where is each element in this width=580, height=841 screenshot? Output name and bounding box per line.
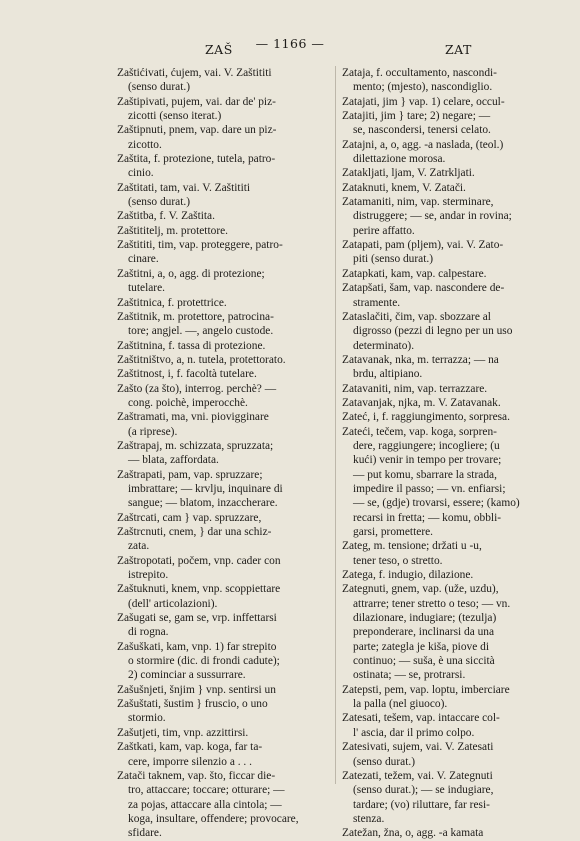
entry-line: tore; angjel. —, angelo custode. xyxy=(128,325,274,338)
entry-line: Zaštitnik, m. protettore, patrocina- xyxy=(117,310,274,323)
entry-line: dilettazione morosa. xyxy=(353,153,446,166)
entry-line: Zaštita, f. protezione, tutela, patro- xyxy=(117,153,276,166)
entry-line: Zatajiti, jim } tare; 2) negare; — xyxy=(342,110,491,123)
entry-line: Zašutjeti, tim, vnp. azzittirsi. xyxy=(117,726,249,739)
entry-line: Zatajni, a, o, agg. -a naslada, (teol.) xyxy=(342,138,504,151)
column-divider xyxy=(335,66,336,784)
entry-line: Zaštitni, a, o, agg. di protezione; xyxy=(117,267,265,280)
entry-line: Zaštrcnuti, cnem, } dar una schiz- xyxy=(117,526,272,538)
entry-line: imbrattare; — krvlju, inquinare di xyxy=(128,482,283,495)
entry-line: Zaštrapaj, m. schizzata, spruzzata; xyxy=(117,439,274,452)
entry-line: Zaštitati, tam, vai. V. Zaštititi xyxy=(117,181,251,194)
running-header xyxy=(0,36,580,58)
entry-line: recarsi in fretta; — komu, obbli- xyxy=(353,511,502,524)
entry-line: zicotto. xyxy=(128,138,162,151)
entry-line: za pojas, attaccare alla cintola; — xyxy=(128,798,282,811)
entry-line: Zatajati, jim } vap. 1) celare, occul- xyxy=(342,95,505,108)
entry-line: Zaštićivati, ćujem, vai. V. Zaštititi xyxy=(117,67,272,79)
entry-line: attrarre; tener stretto o teso; — vn. xyxy=(353,597,511,610)
entry-line: Zašuštati, šustim } fruscio, o uno xyxy=(117,698,268,711)
page-number: — 1166 — xyxy=(255,36,325,51)
entry-line: Zatepsti, pem, vap. loptu, imberciare xyxy=(342,683,510,696)
entry-line: distruggere; — se, andar in rovina; xyxy=(353,210,512,223)
entry-line: cere, imporre silenzio a . . . xyxy=(128,755,252,768)
entry-line: koga, insultare, offendere; provocare, xyxy=(128,812,299,825)
entry-line: Zaštrapati, pam, vap. spruzzare; xyxy=(117,468,263,481)
entry-line: Zatapati, pam (pljem), vai. V. Zato- xyxy=(342,239,504,252)
entry-line: Zaštititi, tim, vap. proteggere, patro- xyxy=(117,239,283,252)
entry-line: Zatapkati, kam, vap. calpestare. xyxy=(342,267,487,280)
entry-line: Zašugati se, gam se, vrp. inffettarsi xyxy=(117,612,277,625)
entry-line: brdu, altipiano. xyxy=(353,368,423,381)
entry-line: Zatavaniti, nim, vap. terrazzare. xyxy=(342,382,488,395)
entry-line: Zatesati, tešem, vap. intaccare col- xyxy=(342,712,500,725)
entry-line: Zatakljati, ljam, V. Zatrkljati. xyxy=(342,167,475,180)
entry-line: mento; (mjesto), nascondiglio. xyxy=(353,81,493,94)
entry-line: — blata, zaffordata. xyxy=(128,454,219,467)
entry-line: (dell' articolazioni). xyxy=(128,597,218,610)
entry-line: sangue; — blatom, inzaccherare. xyxy=(128,497,278,510)
entry-line: stormio. xyxy=(128,712,166,725)
entry-line: sfidare. xyxy=(128,827,162,840)
entry-line: tutelare. xyxy=(128,282,165,295)
entry-line: continuo; — suša, è una siccità xyxy=(353,655,495,668)
entry-line: zata. xyxy=(128,540,150,553)
entry-line: stramente. xyxy=(353,296,401,309)
entry-line: Zaštitništvo, a, n. tutela, protettorato. xyxy=(117,353,286,366)
entry-line: (a riprese). xyxy=(128,425,178,438)
entry-line: Zaštititelj, m. protettore. xyxy=(117,224,229,237)
entry-line: Zategnuti, gnem, vap. (uže, uzdu), xyxy=(342,583,499,596)
entry-line: piti (senso durat.) xyxy=(353,253,434,266)
entry-line: Zatega, f. indugio, dilazione. xyxy=(342,569,474,582)
entry-line: Zatamaniti, nim, vap. sterminare, xyxy=(342,196,494,209)
entry-line: dilazionare, indugiare; (tezulja) xyxy=(353,612,497,625)
entry-line: Zaštkati, kam, vap. koga, far ta- xyxy=(117,741,263,754)
entry-line: Zašto (za što), interrog. perchè? — xyxy=(117,382,277,395)
entry-line: parte; zategla je kiša, piove di xyxy=(353,640,489,653)
entry-line: Zatesivati, sujem, vai. V. Zatesati xyxy=(342,741,494,754)
entry-line: Zaštitba, f. V. Zaštita. xyxy=(117,210,215,223)
entry-line: tener teso, o stretto. xyxy=(353,554,443,567)
entry-line: dere, raggiungere; incogliere; (u xyxy=(353,439,500,452)
header-right-guide-word: ZAT xyxy=(445,42,472,57)
entry-line: Zaštuknuti, knem, vnp. scoppiettare xyxy=(117,583,281,596)
entry-line: determinato). xyxy=(353,339,415,352)
entry-line: (senso durat.) xyxy=(353,755,415,768)
entry-line: (senso durat.) xyxy=(128,196,190,209)
entry-line: kući) venir in tempo per trovare; xyxy=(353,454,502,467)
entry-line: Zatavanak, nka, m. terrazza; — na xyxy=(342,353,499,366)
entry-line: cinio. xyxy=(128,167,154,180)
entry-line: di rogna. xyxy=(128,626,169,639)
entry-line: Zaštropotati, počem, vnp. cader con xyxy=(117,554,281,567)
entry-line: l' ascia, dar il primo colpo. xyxy=(353,726,475,739)
entry-line: tro, attaccare; toccare; otturare; — xyxy=(128,784,285,797)
entry-line: (senso durat.); — se indugiare, xyxy=(353,784,494,797)
entry-line: zicotti (senso iterat.) xyxy=(128,110,222,123)
entry-line: Zatavanjak, njka, m. V. Zatavanak. xyxy=(342,396,501,409)
entry-line: (senso durat.) xyxy=(128,81,190,94)
entry-line: stenza. xyxy=(353,812,385,825)
entry-line: la palla (nel giuoco). xyxy=(353,698,448,711)
entry-line: Zateg, m. tensione; držati u -u, xyxy=(342,540,482,553)
entry-line: Zaštrcati, cam } vap. spruzzare, xyxy=(117,511,262,524)
entry-line: digrosso (pezzi di legno per un uso xyxy=(353,325,513,338)
entry-line: — put komu, sbarrare la strada, xyxy=(353,468,497,481)
entry-line: garsi, promettere. xyxy=(353,526,434,538)
entry-line: perire affatto. xyxy=(353,224,415,237)
entry-line: Zateć, i, f. raggiungimento, sorpresa. xyxy=(342,411,510,424)
entry-line: Zataknuti, knem, V. Zatači. xyxy=(342,181,466,194)
entry-line: Zaštitnina, f. tassa di protezione. xyxy=(117,339,266,352)
entry-line: Zatezati, težem, vai. V. Zategnuti xyxy=(342,769,493,782)
entry-line: ostinata; — se, protrarsi. xyxy=(353,669,466,682)
entry-line: Zatapšati, šam, vap. nascondere de- xyxy=(342,282,505,295)
entry-line: cong. poichè, imperocchè. xyxy=(128,396,248,409)
entry-line: Zatači taknem, vap. što, ficcar die- xyxy=(117,769,276,782)
entry-line: Zaštramati, ma, vni. piovigginare xyxy=(117,411,269,424)
entry-line: Zašušnjeti, šnjim } vnp. sentirsi un xyxy=(117,683,276,696)
right-column xyxy=(342,66,556,841)
entry-line: Zateći, tečem, vap. koga, sorpren- xyxy=(342,425,497,438)
entry-line: preponderare, inclinarsi da una xyxy=(353,626,495,639)
entry-line: impedire il passo; — vn. enfiarsi; xyxy=(353,482,506,495)
entry-line: Zaštitnica, f. protettrice. xyxy=(117,296,227,309)
entry-line: 2) cominciar a sussurrare. xyxy=(128,669,246,682)
entry-line: — se, (gdje) trovarsi, essere; (kamo) xyxy=(353,497,520,510)
entry-line: tardare; (vo) riluttare, far resi- xyxy=(353,798,490,811)
entry-line: Zašuškati, kam, vnp. 1) far strepito xyxy=(117,640,277,653)
entry-line: o stormire (dic. di frondi cadute); xyxy=(128,655,280,668)
entry-line: cinare. xyxy=(128,253,159,266)
entry-line: Zaštipivati, pujem, vai. dar de' piz- xyxy=(117,95,276,108)
entry-line: se, nascondersi, tenersi celato. xyxy=(353,124,491,137)
entry-line: Zaštitnost, i, f. facoltà tutelare. xyxy=(117,368,257,381)
entry-line: Zataja, f. occultamento, nascondi- xyxy=(342,67,497,79)
entry-line: Zataslačiti, čim, vap. sbozzare al xyxy=(342,310,491,323)
entry-line: Zaštipnuti, pnem, vap. dare un piz- xyxy=(117,124,277,137)
entry-line: istrepito. xyxy=(128,569,169,582)
header-left-guide-word: ZAŠ xyxy=(205,42,233,57)
entry-line: Zatežan, žna, o, agg. -a kamata xyxy=(342,827,484,840)
left-column xyxy=(117,66,330,841)
